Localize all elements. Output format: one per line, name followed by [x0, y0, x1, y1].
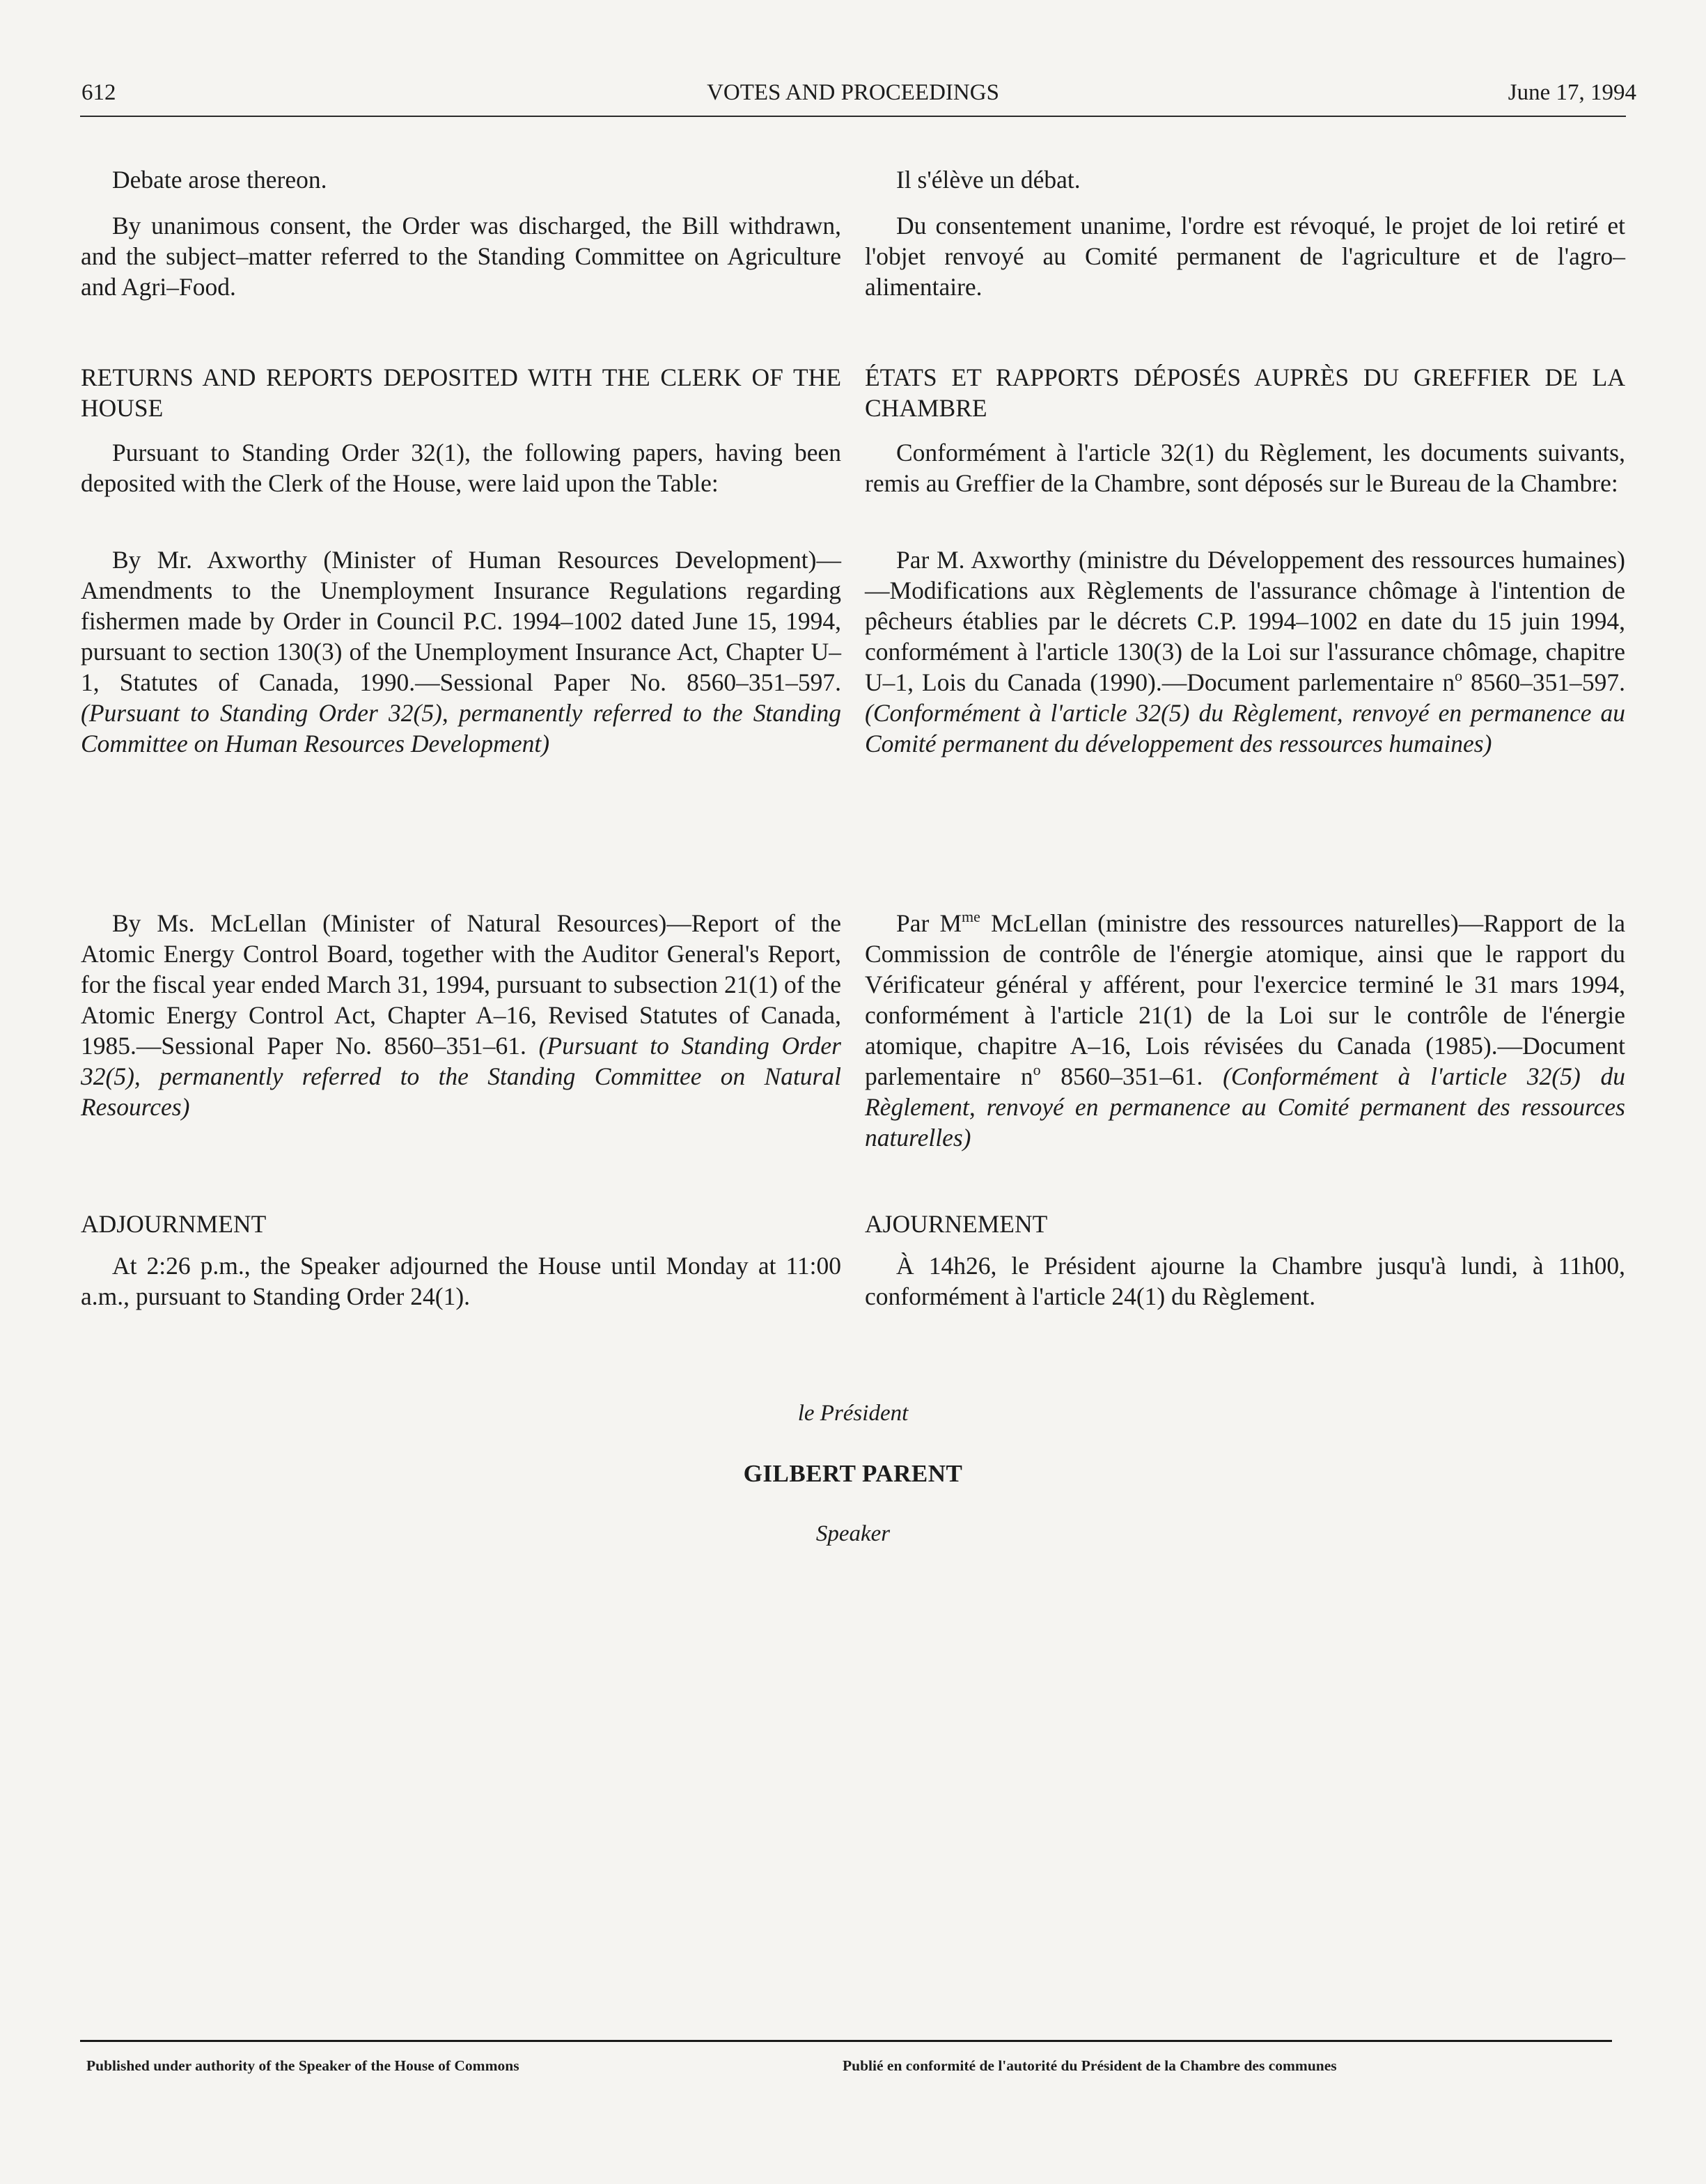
- returns-heading: RETURNS AND REPORTS DEPOSITED WITH THE CLERK OF THE HOUSE: [81, 363, 841, 422]
- paper-item-axworthy: By Mr. Axworthy (Minister of Human Resources Development)—Amendments to the Unemployment Insurance Regulations regarding fishermen made by Order in Council P.C. 1994–1002 dated June 15, 1994, pursuant to section 130(3) of the Unemployment Insurance Act, Chapter U–1, Statutes of Canada, 1990.—Sessional Paper No. 8560–351–597. (Pursuant to Standing Order 32(5), permanently referred to the Standing Committee on Human Resources Development): [81, 546, 841, 757]
- paper-item-axworthy: Par M. Axworthy (ministre du Développement des ressources humaines)—Modifications aux Règlements de l'assurance chômage à l'intention de pêcheurs établies par le décrets C.P. 1994–1002 en date du 15 juin 1994, conformément à l'article 130(3) de la Loi sur l'assurance chômage, chapitre U–1, Lois du Canada (1990).—Document parlementaire $n^o$ 8560–351–597. (Conformément à l'article 32(5) du Règlement, renvoyé en permanence au Comité permanent du développement des ressources humaines): [865, 546, 1625, 757]
- paper-item-mclellan: By Ms. McLellan (Minister of Natural Resources)—Report of the Atomic Energy Control Board, together with the Auditor General's Report, for the fiscal year ended March 31, 1994, pursuant to subsection 21(1) of the Atomic Energy Control Act, Chapter A–16, Revised Statutes of Canada, 1985.—Sessional Paper No. 8560–351–61. (Pursuant to Standing Order 32(5), permanently referred to the Standing Committee on Natural Resources): [81, 909, 841, 1121]
- page-date: June 17, 1994: [1508, 80, 1636, 105]
- referral-note: (Conformément à l'article 32(5) du Règlement, renvoyé en permanence au Comité permanent du développement des ressources humaines): [865, 699, 1625, 757]
- referral-note: (Pursuant to Standing Order 32(5), permanently referred to the Standing Committee on Natural Resources): [81, 1032, 841, 1121]
- adjournment-paragraph: At 2:26 p.m., the Speaker adjourned the House until Monday at 11:00 a.m., pursuant to Standing Order 24(1).: [81, 1252, 841, 1310]
- referral-note: (Conformément à l'article 32(5) du Règlement, renvoyé en permanence au Comité permanent des ressources naturelles): [865, 1062, 1625, 1152]
- footer-rule: [80, 2040, 1612, 2042]
- running-title: VOTES AND PROCEEDINGS: [707, 80, 999, 105]
- footer-french: Publié en conformité de l'autorité du Président de la Chambre des communes: [843, 2057, 1337, 2074]
- paper-item-mclellan: Par $M^{me}$ McLellan (ministre des ressources naturelles)—Rapport de la Commission de contrôle de l'énergie atomique, ainsi que le rapport du Vérificateur général y afférent, pour l'exercice terminé le 31 mars 1994, conformément à l'article 21(1) de la Loi sur le contrôle de l'énergie atomique, chapitre A–16, Lois révisées du Canada (1985).—Document parlementaire $n^o$ 8560–351–61. (Conformément à l'article 32(5) du Règlement, renvoyé en permanence au Comité permanent des ressources naturelles): [865, 908, 1625, 1152]
- footer-english: Published under authority of the Speaker of the House of Commons: [86, 2057, 519, 2074]
- debate-paragraph: Il s'élève un débat.: [896, 166, 1081, 194]
- signature-title: le Président: [797, 1401, 909, 1426]
- referral-note: (Pursuant to Standing Order 32(5), permanently referred to the Standing Committee on Human Resources Development): [81, 699, 841, 757]
- header-rule: [80, 116, 1626, 117]
- returns-intro: Conformément à l'article 32(1) du Règlement, les documents suivants, remis au Greffier de la Chambre, sont déposés sur le Bureau de la Chambre:: [865, 439, 1625, 497]
- returns-heading: ÉTATS ET RAPPORTS DÉPOSÉS AUPRÈS DU GREFFIER DE LA CHAMBRE: [865, 363, 1625, 422]
- consent-paragraph: By unanimous consent, the Order was discharged, the Bill withdrawn, and the subject–matter referred to the Standing Committee on Agriculture and Agri–Food.: [81, 212, 841, 301]
- consent-paragraph: Du consentement unanime, l'ordre est révoqué, le projet de loi retiré et l'objet renvoyé au Comité permanent de l'agriculture et de l'agro–alimentaire.: [865, 212, 1625, 301]
- page-number: 612: [81, 80, 116, 105]
- adjournment-heading: AJOURNEMENT: [865, 1210, 1048, 1238]
- adjournment-heading: ADJOURNMENT: [81, 1210, 267, 1238]
- debate-paragraph: Debate arose thereon.: [112, 166, 327, 194]
- adjournment-paragraph: À 14h26, le Président ajourne la Chambre jusqu'à lundi, à 11h00, conformément à l'article 24(1) du Règlement.: [865, 1252, 1625, 1310]
- signature-role: Speaker: [815, 1521, 891, 1546]
- signature-name: GILBERT PARENT: [743, 1460, 963, 1487]
- returns-intro: Pursuant to Standing Order 32(1), the following papers, having been deposited with the Clerk of the House, were laid upon the Table:: [81, 439, 841, 497]
